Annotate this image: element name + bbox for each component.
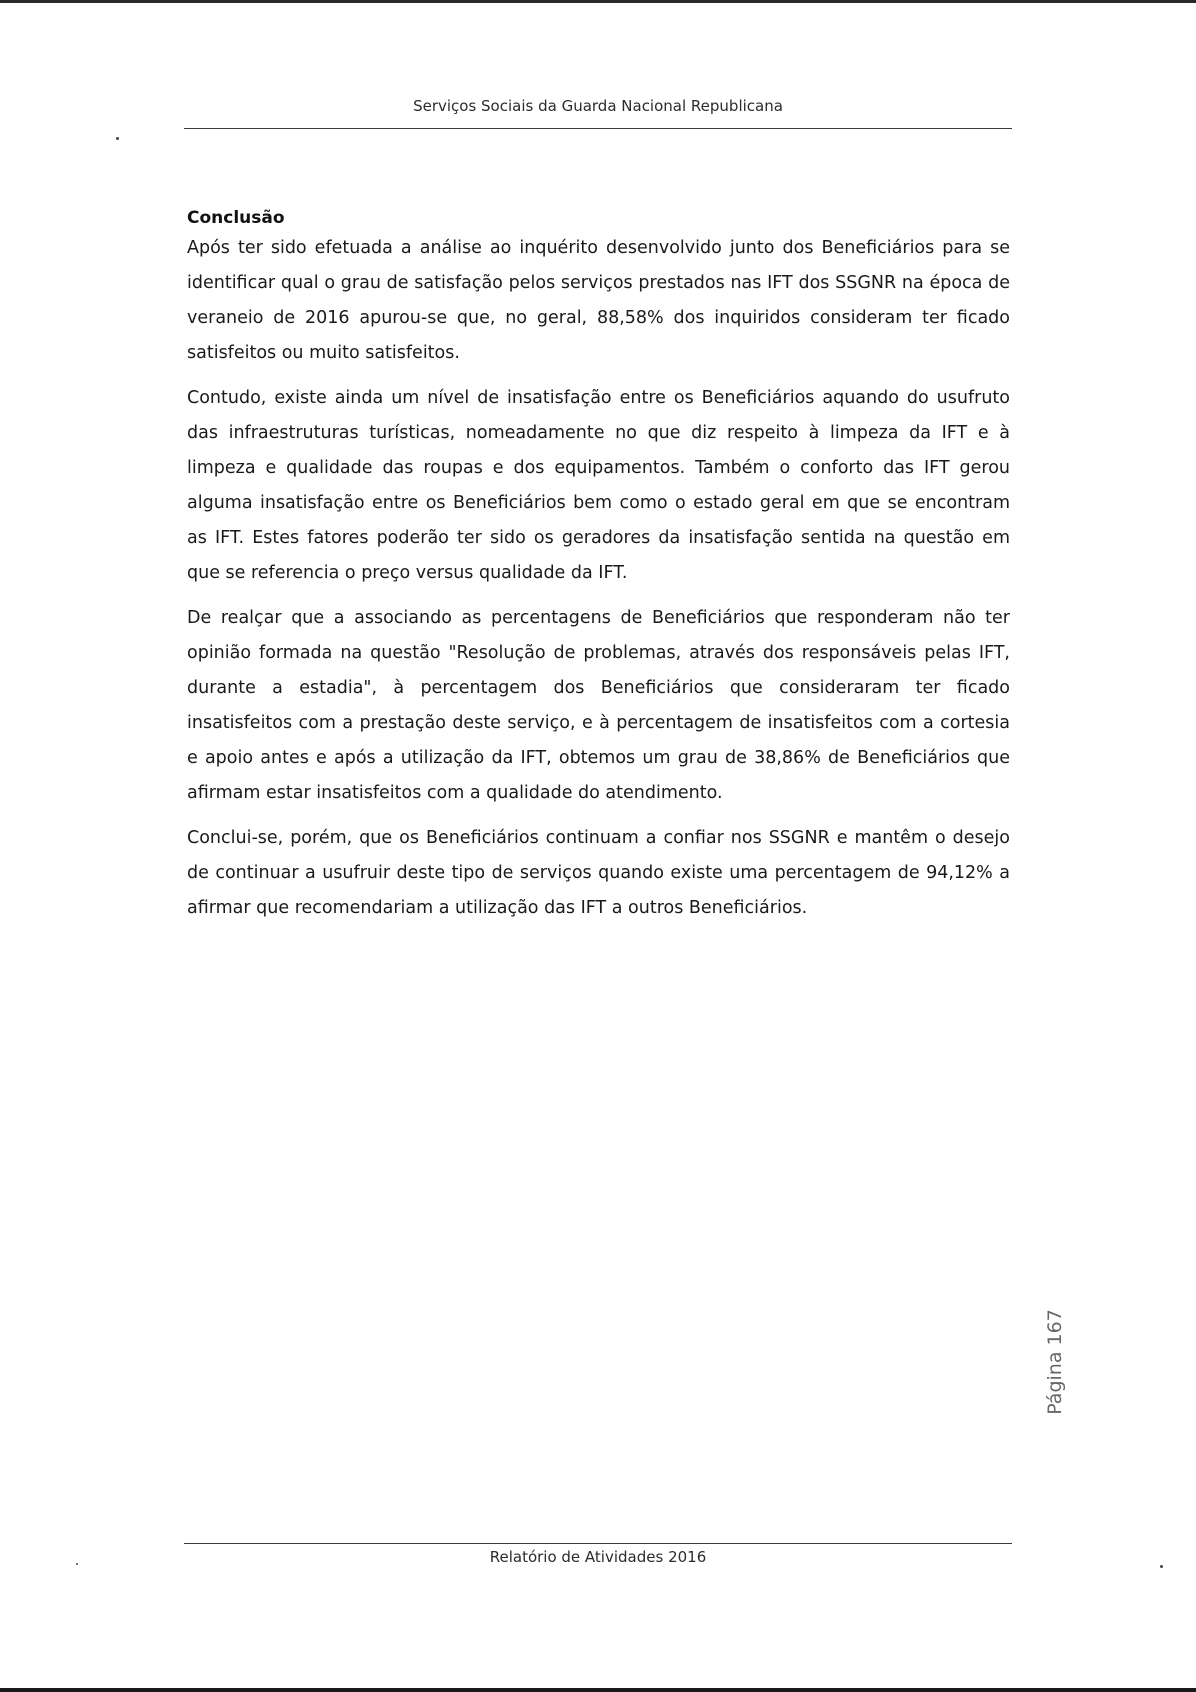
main-content: [187, 205, 1010, 936]
scan-speck: [76, 1563, 78, 1565]
scan-bottom-edge: [0, 1688, 1196, 1692]
page-number: Página 167: [1044, 1309, 1066, 1415]
paragraph: Contudo, existe ainda um nível de insatisfação entre os Beneficiários aquando do usufruto das infraestruturas turísticas, nomeadamente no que diz respeito à limpeza da IFT e à limpeza e qualidade das roupas e dos equipamentos. Também o conforto das IFT gerou alguma insatisfação entre os Beneficiários bem como o estado geral em que se encontram as IFT. Estes fatores poderão ter sido os geradores da insatisfação sentida na questão em que se referencia o preço versus qualidade da IFT.: [187, 388, 1010, 583]
paragraph: Conclui-se, porém, que os Beneficiários continuam a confiar nos SSGNR e mantêm o desejo de continuar a usufruir deste tipo de serviços quando existe uma percentagem de 94,12% a afirmar que recomendariam a utilização das IFT a outros Beneficiários.: [187, 828, 1010, 918]
paragraph: De realçar que a associando as percentagens de Beneficiários que responderam não ter opinião formada na questão "Resolução de problemas, através dos responsáveis pelas IFT, durante a estadia", à percentagem dos Beneficiários que consideraram ter ficado insatisfeitos com a prestação deste serviço, e à percentagem de insatisfeitos com a cortesia e apoio antes e após a utilização da IFT, obtemos um grau de 38,86% de Beneficiários que afirmam estar insatisfeitos com a qualidade do atendimento.: [187, 608, 1010, 803]
scan-speck: [1160, 1565, 1163, 1568]
section-title: Conclusão: [187, 208, 285, 228]
header-rule: [184, 128, 1012, 129]
running-header: Serviços Sociais da Guarda Nacional Republicana: [413, 97, 783, 115]
scan-top-edge: [0, 0, 1196, 3]
paragraph: Após ter sido efetuada a análise ao inquérito desenvolvido junto dos Beneficiários para se identificar qual o grau de satisfação pelos serviços prestados nas IFT dos SSGNR na época de veraneio de 2016 apurou-se que, no geral, 88,58% dos inquiridos consideram ter ficado satisfeitos ou muito satisfeitos.: [187, 238, 1010, 363]
running-footer: Relatório de Atividades 2016: [489, 1548, 707, 1566]
scan-speck: [116, 137, 119, 140]
footer-rule: [184, 1543, 1012, 1544]
